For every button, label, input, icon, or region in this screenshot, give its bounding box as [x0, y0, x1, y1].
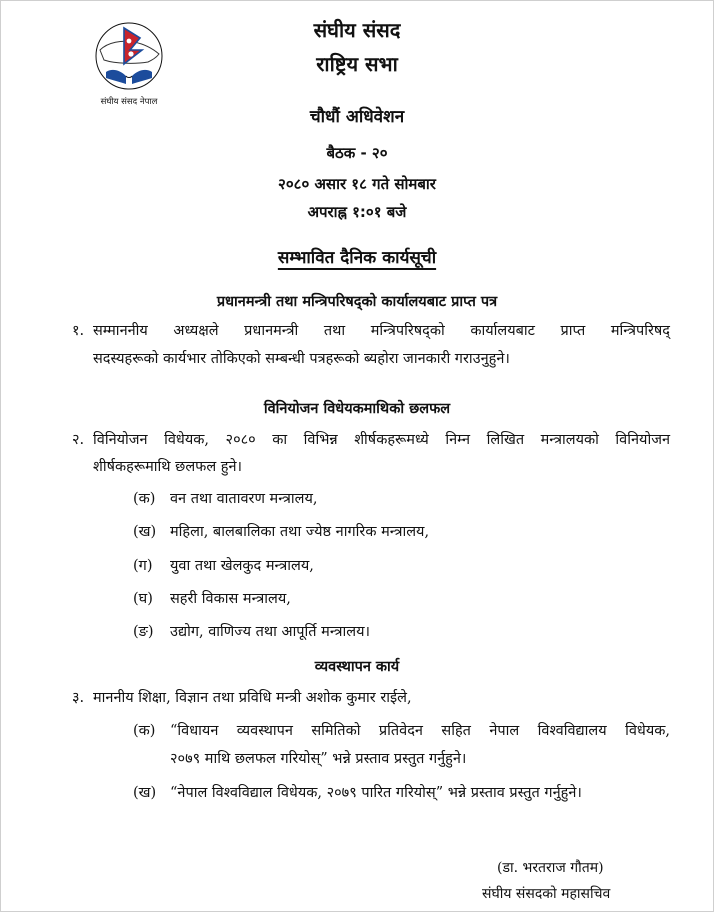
- subitem-text: वन तथा वातावरण मन्त्रालय,: [170, 491, 318, 507]
- subitem-text: “विधायन व्यवस्थापन समितिको प्रतिवेदन सहित नेपाल विश्वविद्यालय विधेयक,: [170, 723, 670, 739]
- subitem-label: (क): [133, 491, 156, 507]
- signatory-title: संघीय संसदको महासचिव: [482, 886, 611, 902]
- emblem-caption: संघीय संसद नेपाल: [100, 97, 158, 107]
- subitem-text: २०७९ माथि छलफल गरियोस्” भन्ने प्रस्ताव प्रस्तुत गर्नुहुने।: [170, 751, 467, 767]
- subitem-text: सहरी विकास मन्त्रालय,: [170, 591, 291, 607]
- subitem-text: उद्योग, वाणिज्य तथा आपूर्ति मन्त्रालय।: [170, 624, 371, 640]
- subitem-label: (ख): [133, 785, 157, 801]
- subitem-text: युवा तथा खेलकुद मन्त्रालय,: [170, 558, 314, 574]
- header-meeting: बैठक - २०: [326, 144, 388, 162]
- header-national-assembly: राष्ट्रिय सभा: [316, 52, 398, 76]
- section-heading: विनियोजन विधेयकमाथिको छलफल: [263, 401, 451, 417]
- item-number: २.: [72, 432, 85, 448]
- section-heading: प्रधानमन्त्री तथा मन्त्रिपरिषद्को कार्यालयबाट प्राप्त पत्र: [216, 294, 498, 310]
- item-number: ३.: [72, 690, 85, 706]
- subitem-text: महिला, बालबालिका तथा ज्येष्ठ नागरिक मन्त्रालय,: [170, 524, 430, 540]
- subitem-label: (क): [133, 723, 156, 739]
- subitem-label: (ग): [133, 558, 153, 574]
- subitem-text: “नेपाल विश्वविद्याल विधेयक, २०७९ पारित गरियोस्” भन्ने प्रस्ताव प्रस्तुत गर्नुहुने।: [170, 785, 582, 801]
- section-heading: व्यवस्थापन कार्य: [314, 659, 400, 675]
- item-text: विनियोजन विधेयक, २०८० का विभिन्न शीर्षकहरूमध्ये निम्न लिखित मन्त्रालयको विनियोजन: [93, 432, 670, 448]
- item-text: सदस्यहरूको कार्यभार तोकिएको सम्बन्धी पत्रहरूको ब्यहोरा जानकारी गराउनुहुने।: [93, 351, 510, 367]
- header-time: अपराह्न १:०१ बजे: [307, 203, 407, 221]
- item-text: शीर्षकहरूमाथि छलफल हुने।: [93, 459, 243, 475]
- signatory-name: (डा. भरतराज गौतम): [497, 860, 604, 876]
- header-date: २०८० असार १८ गते सोमबार: [278, 175, 436, 193]
- subitem-label: (ङ): [133, 624, 154, 640]
- subitem-label: (घ): [133, 591, 153, 607]
- subitem-label: (ख): [133, 524, 157, 540]
- header-session: चौधौं अधिवेशन: [309, 107, 405, 127]
- item-text: माननीय शिक्षा, विज्ञान तथा प्रविधि मन्त्री अशोक कुमार राईले,: [93, 690, 412, 706]
- item-text: सम्माननीय अध्यक्षले प्रधानमन्त्री तथा मन्त्रिपरिषद्को कार्यालयबाट प्राप्त मन्त्रिपरिषद्: [93, 323, 670, 339]
- item-number: १.: [72, 323, 85, 339]
- header-federal-parliament: संघीय संसद: [313, 18, 401, 42]
- agenda-title: सम्भावित दैनिक कार्यसूची: [277, 248, 437, 268]
